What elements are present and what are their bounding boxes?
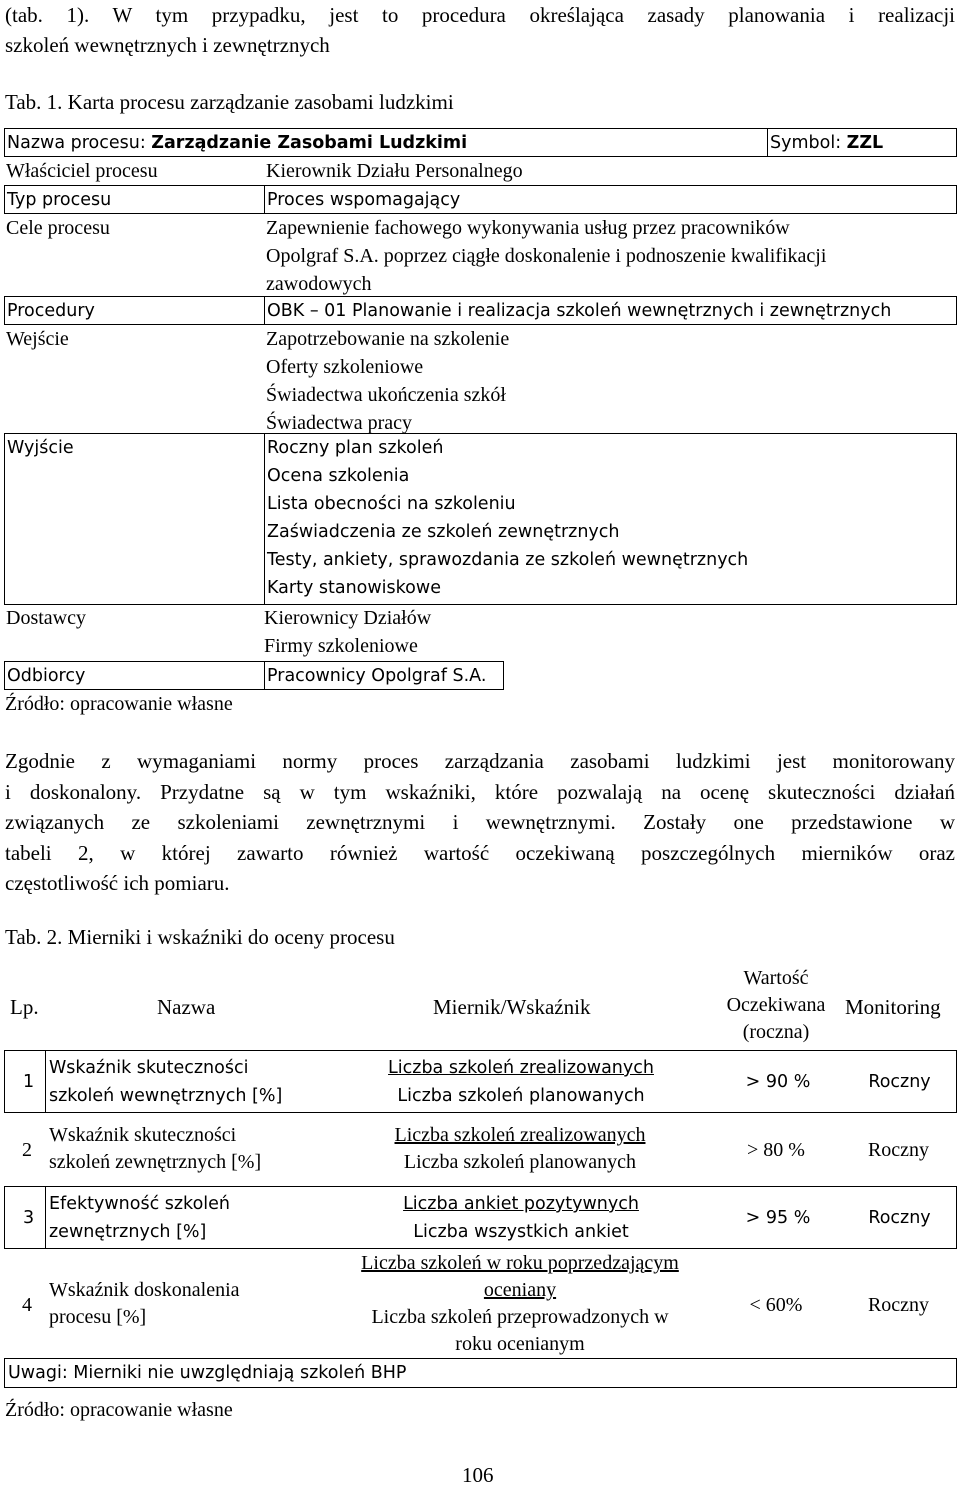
table2-note-cell bbox=[4, 1358, 957, 1388]
row-measure bbox=[336, 1054, 706, 1110]
row-name-line: procesu [%] bbox=[49, 1306, 147, 1328]
paragraph-line: Zgodnie z wymaganiami normy proces zarządzania zasobami ludzkimi jest monitorowany bbox=[5, 749, 955, 773]
body-paragraph bbox=[5, 746, 955, 899]
process-symbol-label: Symbol: bbox=[770, 133, 847, 153]
row-monitoring: Roczny bbox=[868, 1072, 931, 1092]
owner-label: Właściciel procesu bbox=[6, 160, 158, 182]
row1-main-cell bbox=[45, 1050, 957, 1113]
input-item: Świadectwa pracy bbox=[266, 412, 413, 434]
row-name-line: Efektywność szkoleń bbox=[49, 1194, 230, 1214]
row-name-line: szkoleń zewnętrznych [%] bbox=[49, 1151, 262, 1173]
paragraph-line: i doskonalony. Przydatne są w tym wskaźniki, które pozwalają na ocenę skuteczności działań bbox=[5, 779, 955, 804]
header-expected-line: (roczna) bbox=[742, 1021, 810, 1043]
row-monitoring: Roczny bbox=[867, 1294, 930, 1316]
recipients-value-cell bbox=[264, 661, 504, 690]
goals-line: Zapewnienie fachowego wykonywania usług przez pracowników bbox=[266, 217, 790, 239]
type-value-cell bbox=[264, 185, 957, 214]
row-lp: 3 bbox=[23, 1208, 35, 1228]
header-name: Nazwa bbox=[157, 995, 216, 1019]
row-numerator: Liczba szkoleń zrealizowanych bbox=[388, 1058, 654, 1078]
table2-note: Uwagi: Mierniki nie uwzględniają szkoleń BHP bbox=[8, 1363, 407, 1383]
process-name-cell bbox=[4, 128, 768, 157]
supplier-item: Firmy szkoleniowe bbox=[264, 635, 418, 657]
paragraph-line: związanych ze szkoleniami zewnętrznymi i wewnętrznymi. Zostały one przedstawione w bbox=[5, 810, 955, 834]
outputs-label: Wyjście bbox=[7, 438, 74, 458]
row-monitoring: Roczny bbox=[868, 1208, 931, 1228]
row-name bbox=[49, 1190, 230, 1246]
process-symbol-cell bbox=[767, 128, 957, 157]
header-measure: Miernik/Wskaźnik bbox=[433, 995, 591, 1019]
header-lp: Lp. bbox=[10, 995, 39, 1019]
goals-value bbox=[266, 214, 826, 298]
row-measure bbox=[336, 1190, 706, 1246]
output-item: Testy, ankiety, sprawozdania ze szkoleń wewnętrznych bbox=[267, 550, 749, 570]
row-name-line: Wskaźnik skuteczności bbox=[49, 1124, 237, 1146]
supplier-item: Kierownicy Działów bbox=[264, 607, 432, 629]
process-symbol-value: ZZL bbox=[846, 133, 884, 153]
row-lp: 4 bbox=[22, 1294, 32, 1316]
row-expected: > 90 % bbox=[745, 1072, 811, 1092]
row-denominator: Liczba szkoleń przeprowadzonych w bbox=[371, 1306, 669, 1328]
header-expected bbox=[712, 965, 840, 1046]
header-monitoring: Monitoring bbox=[845, 995, 941, 1019]
outputs-value bbox=[267, 434, 748, 602]
row-expected: < 60% bbox=[749, 1294, 803, 1316]
row3-lp-cell bbox=[4, 1186, 46, 1249]
row1-lp-cell bbox=[4, 1050, 46, 1113]
row-lp: 1 bbox=[23, 1072, 35, 1092]
row-expected: > 80 % bbox=[747, 1139, 805, 1161]
row-numerator: oceniany bbox=[483, 1279, 557, 1301]
intro-line-2: szkoleń wewnętrznych i zewnętrznych bbox=[5, 33, 330, 57]
row-measure bbox=[330, 1250, 710, 1358]
page-number: 106 bbox=[462, 1463, 494, 1487]
suppliers-value bbox=[264, 604, 431, 660]
type-label: Typ procesu bbox=[7, 190, 112, 210]
inputs-value bbox=[266, 325, 509, 437]
outputs-value-cell bbox=[264, 433, 957, 605]
recipients-value: Pracownicy Opolgraf S.A. bbox=[267, 666, 487, 686]
procedures-value: OBK – 01 Planowanie i realizacja szkoleń wewnętrznych i zewnętrznych bbox=[267, 301, 892, 321]
output-item: Karty stanowiskowe bbox=[267, 578, 441, 598]
suppliers-label: Dostawcy bbox=[6, 607, 86, 629]
row-lp: 2 bbox=[22, 1139, 32, 1161]
row-name-line: Wskaźnik skuteczności bbox=[49, 1058, 249, 1078]
table2-source: Źródło: opracowanie własne bbox=[5, 1399, 233, 1421]
output-item: Zaświadczenia ze szkoleń zewnętrznych bbox=[267, 522, 620, 542]
type-value: Proces wspomagający bbox=[267, 190, 461, 210]
header-expected-line: Wartość bbox=[743, 967, 809, 989]
header-expected-line: Oczekiwana bbox=[726, 994, 826, 1016]
output-item: Ocena szkolenia bbox=[267, 466, 410, 486]
row-name bbox=[49, 1122, 261, 1176]
output-item: Lista obecności na szkoleniu bbox=[267, 494, 516, 514]
procedures-value-cell bbox=[264, 296, 957, 325]
row-name-line: zewnętrznych [%] bbox=[49, 1222, 207, 1242]
procedures-label-cell bbox=[4, 296, 265, 325]
input-item: Zapotrzebowanie na szkolenie bbox=[266, 328, 510, 350]
goals-line: zawodowych bbox=[266, 273, 372, 295]
process-name-label: Nazwa procesu: bbox=[7, 133, 152, 153]
row-name bbox=[49, 1054, 282, 1110]
output-item: Roczny plan szkoleń bbox=[267, 438, 444, 458]
row-denominator: Liczba szkoleń planowanych bbox=[397, 1086, 645, 1106]
procedures-label: Procedury bbox=[7, 301, 95, 321]
outputs-label-cell bbox=[4, 433, 265, 605]
goals-label: Cele procesu bbox=[6, 217, 110, 239]
inputs-label: Wejście bbox=[6, 328, 69, 350]
input-item: Oferty szkoleniowe bbox=[266, 356, 424, 378]
row-numerator: Liczba szkoleń zrealizowanych bbox=[394, 1124, 646, 1146]
process-name-value: Zarządzanie Zasobami Ludzkimi bbox=[151, 133, 468, 153]
type-label-cell bbox=[4, 185, 265, 214]
paragraph-line: tabeli 2, w której zawarto również wartość oczekiwaną poszczególnych mierników oraz bbox=[5, 840, 955, 865]
recipients-label: Odbiorcy bbox=[7, 666, 86, 686]
row-monitoring: Roczny bbox=[867, 1139, 930, 1161]
goals-line: Opolgraf S.A. poprzez ciągłe doskonalenie i podnoszenie kwalifikacji bbox=[266, 245, 827, 267]
table1-source: Źródło: opracowanie własne bbox=[5, 693, 233, 715]
row-name bbox=[49, 1277, 240, 1331]
row-denominator: roku ocenianym bbox=[455, 1333, 585, 1355]
recipients-label-cell bbox=[4, 661, 265, 690]
row-denominator: Liczba szkoleń planowanych bbox=[403, 1151, 637, 1173]
table2-caption: Tab. 2. Mierniki i wskaźniki do oceny procesu bbox=[5, 925, 395, 949]
row-numerator: Liczba ankiet pozytywnych bbox=[403, 1194, 639, 1214]
input-item: Świadectwa ukończenia szkół bbox=[266, 384, 506, 406]
row-name-line: Wskaźnik doskonalenia bbox=[49, 1279, 240, 1301]
row-name-line: szkoleń wewnętrznych [%] bbox=[49, 1086, 283, 1106]
row-measure bbox=[335, 1122, 705, 1176]
owner-value: Kierownik Działu Personalnego bbox=[266, 160, 523, 182]
row-numerator: Liczba szkoleń w roku poprzedzającym bbox=[361, 1252, 679, 1274]
table1-caption: Tab. 1. Karta procesu zarządzanie zasobami ludzkimi bbox=[5, 90, 454, 114]
intro-line-1: (tab. 1). W tym przypadku, jest to procedura określająca zasady planowania i realizacji bbox=[5, 3, 955, 27]
paragraph-line: częstotliwość ich pomiaru. bbox=[5, 871, 230, 895]
row-denominator: Liczba wszystkich ankiet bbox=[413, 1222, 629, 1242]
row3-main-cell bbox=[45, 1186, 957, 1249]
row-expected: > 95 % bbox=[745, 1208, 811, 1228]
